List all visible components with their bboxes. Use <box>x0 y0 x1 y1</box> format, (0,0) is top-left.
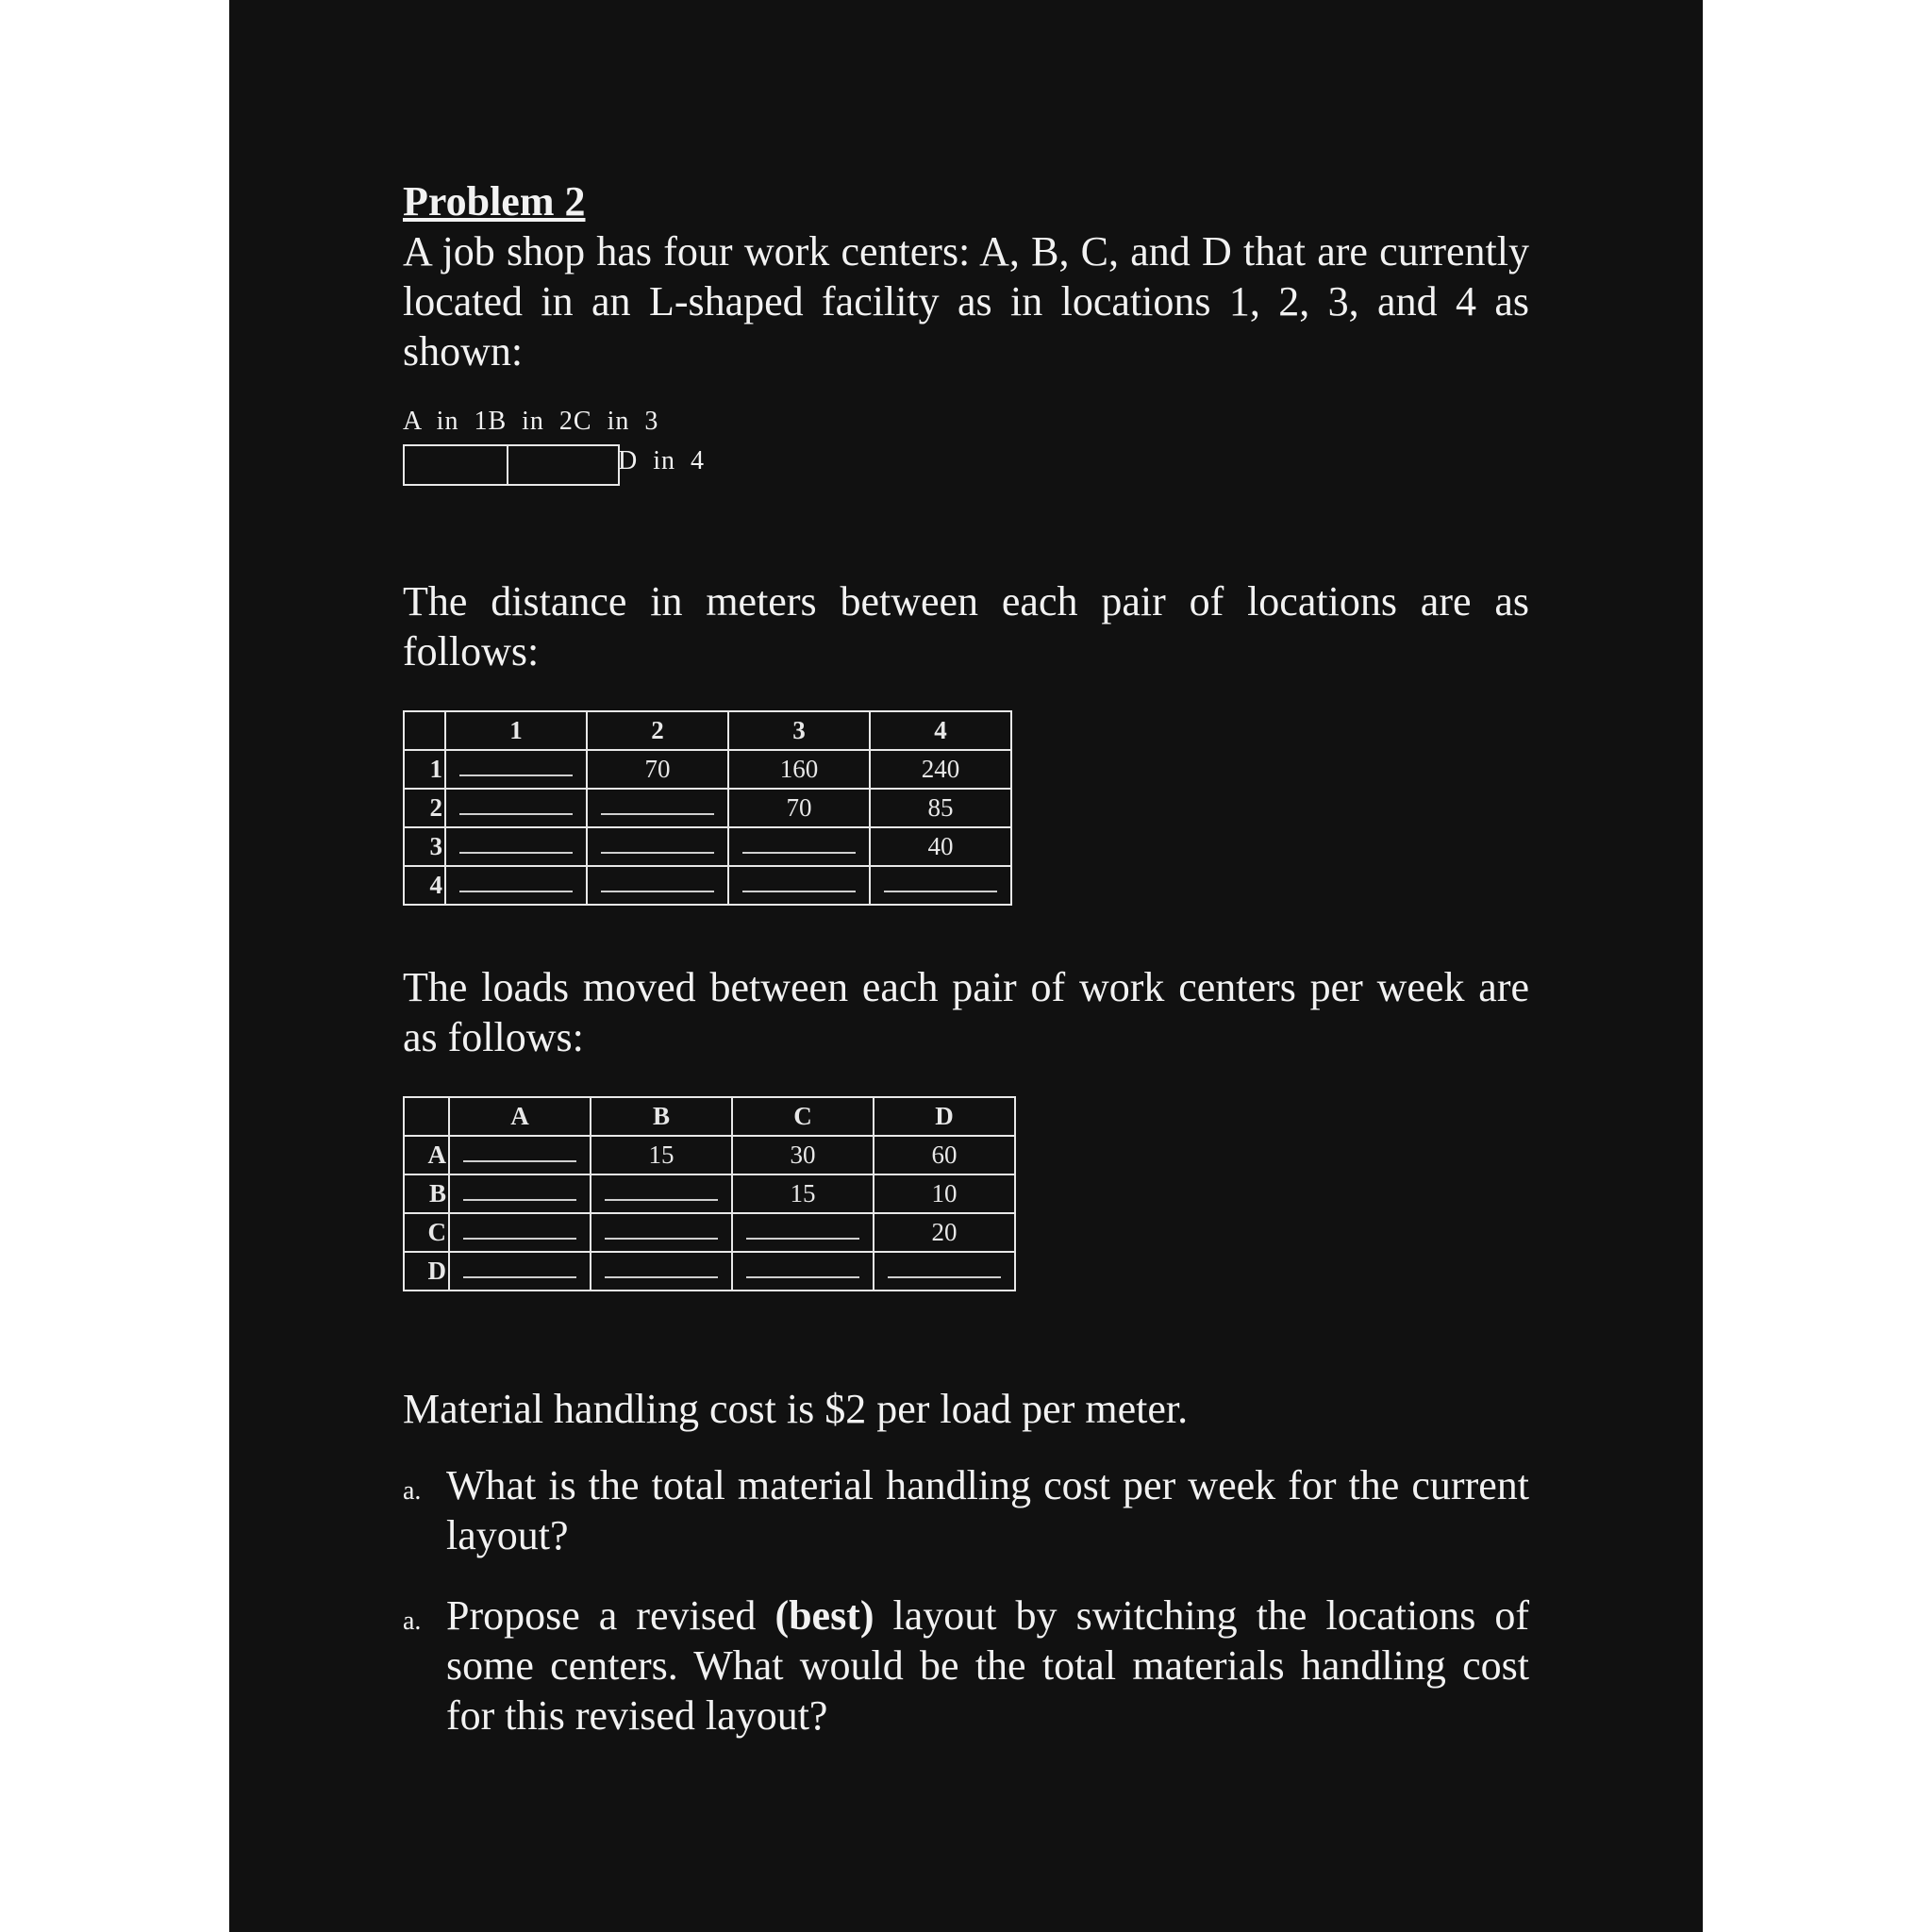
question-marker: a. <box>403 1476 422 1506</box>
empty-cell <box>449 1174 591 1213</box>
empty-cell <box>445 789 587 827</box>
empty-cell <box>874 1252 1015 1291</box>
empty-cell <box>732 1213 874 1252</box>
col-header: C <box>732 1097 874 1136</box>
row-header: A <box>404 1136 449 1174</box>
value-cell: 40 <box>870 827 1011 866</box>
facility-layout-diagram <box>403 407 1529 491</box>
empty-cell <box>449 1136 591 1174</box>
empty-cell <box>445 827 587 866</box>
loads-table <box>403 1096 1016 1291</box>
question-text-after: layout by switching the locations of some centers. What would be the total materials handling cost for this revised layout? <box>446 1592 1529 1739</box>
value-cell: 10 <box>874 1174 1015 1213</box>
value-cell: 70 <box>587 750 728 789</box>
value-cell: 160 <box>728 750 870 789</box>
empty-cell <box>870 866 1011 905</box>
problem-content <box>403 179 1529 1740</box>
empty-cell <box>732 1252 874 1291</box>
row-header: C <box>404 1213 449 1252</box>
value-cell: 85 <box>870 789 1011 827</box>
distance-table <box>403 710 1012 906</box>
loads-intro: The loads moved between each pair of work centers per week are as follows: <box>403 964 1529 1060</box>
col-header: A <box>449 1097 591 1136</box>
empty-cell <box>591 1252 732 1291</box>
row-header: B <box>404 1174 449 1213</box>
table-row <box>404 827 1011 866</box>
table-row <box>404 789 1011 827</box>
distance-intro: The distance in meters between each pair of locations are as follows: <box>403 578 1529 675</box>
problem-title: Problem 2 <box>403 178 586 225</box>
col-header: D <box>874 1097 1015 1136</box>
empty-cell <box>587 866 728 905</box>
question-text: What is the total material handling cost per week for the current layout? <box>446 1462 1529 1558</box>
empty-cell <box>587 827 728 866</box>
table-row <box>404 1213 1015 1252</box>
intro-paragraph: A job shop has four work centers: A, B, C, and D that are currently located in an L-shaped facility as in locations 1, 2, 3, and 4 as shown: <box>403 228 1529 375</box>
location-2-box <box>507 444 620 486</box>
empty-cell <box>449 1252 591 1291</box>
value-cell: 15 <box>732 1174 874 1213</box>
empty-cell <box>587 789 728 827</box>
empty-cell <box>445 750 587 789</box>
value-cell: 20 <box>874 1213 1015 1252</box>
distance-header-row <box>404 711 1011 750</box>
row-header: D <box>404 1252 449 1291</box>
empty-cell <box>591 1213 732 1252</box>
value-cell: 30 <box>732 1136 874 1174</box>
question-bold-term: (best) <box>774 1592 874 1639</box>
layout-d-label: D in 4 <box>618 446 705 475</box>
row-header: 4 <box>404 866 445 905</box>
cost-statement: Material handling cost is $2 per load per meter. <box>403 1386 1189 1432</box>
empty-cell <box>728 866 870 905</box>
question-text-before: Propose a revised <box>446 1592 775 1639</box>
col-header: 3 <box>728 711 870 750</box>
corner-cell <box>404 1097 449 1136</box>
value-cell: 240 <box>870 750 1011 789</box>
loads-header-row <box>404 1097 1015 1136</box>
empty-cell <box>728 827 870 866</box>
empty-cell <box>591 1174 732 1213</box>
row-header: 3 <box>404 827 445 866</box>
row-header: 2 <box>404 789 445 827</box>
empty-cell <box>449 1213 591 1252</box>
question-b <box>403 1591 1529 1740</box>
col-header: 2 <box>587 711 728 750</box>
document-page <box>229 0 1703 1932</box>
col-header: B <box>591 1097 732 1136</box>
col-header: 4 <box>870 711 1011 750</box>
value-cell: 70 <box>728 789 870 827</box>
table-row <box>404 866 1011 905</box>
layout-top-labels: A in 1B in 2C in 3 <box>403 407 659 436</box>
question-a <box>403 1460 1529 1560</box>
question-marker: a. <box>403 1607 422 1636</box>
value-cell: 15 <box>591 1136 732 1174</box>
col-header: 1 <box>445 711 587 750</box>
table-row <box>404 750 1011 789</box>
table-row <box>404 1252 1015 1291</box>
table-row <box>404 1174 1015 1213</box>
location-1-box <box>403 444 508 486</box>
corner-cell <box>404 711 445 750</box>
table-row <box>404 1136 1015 1174</box>
empty-cell <box>445 866 587 905</box>
row-header: 1 <box>404 750 445 789</box>
value-cell: 60 <box>874 1136 1015 1174</box>
